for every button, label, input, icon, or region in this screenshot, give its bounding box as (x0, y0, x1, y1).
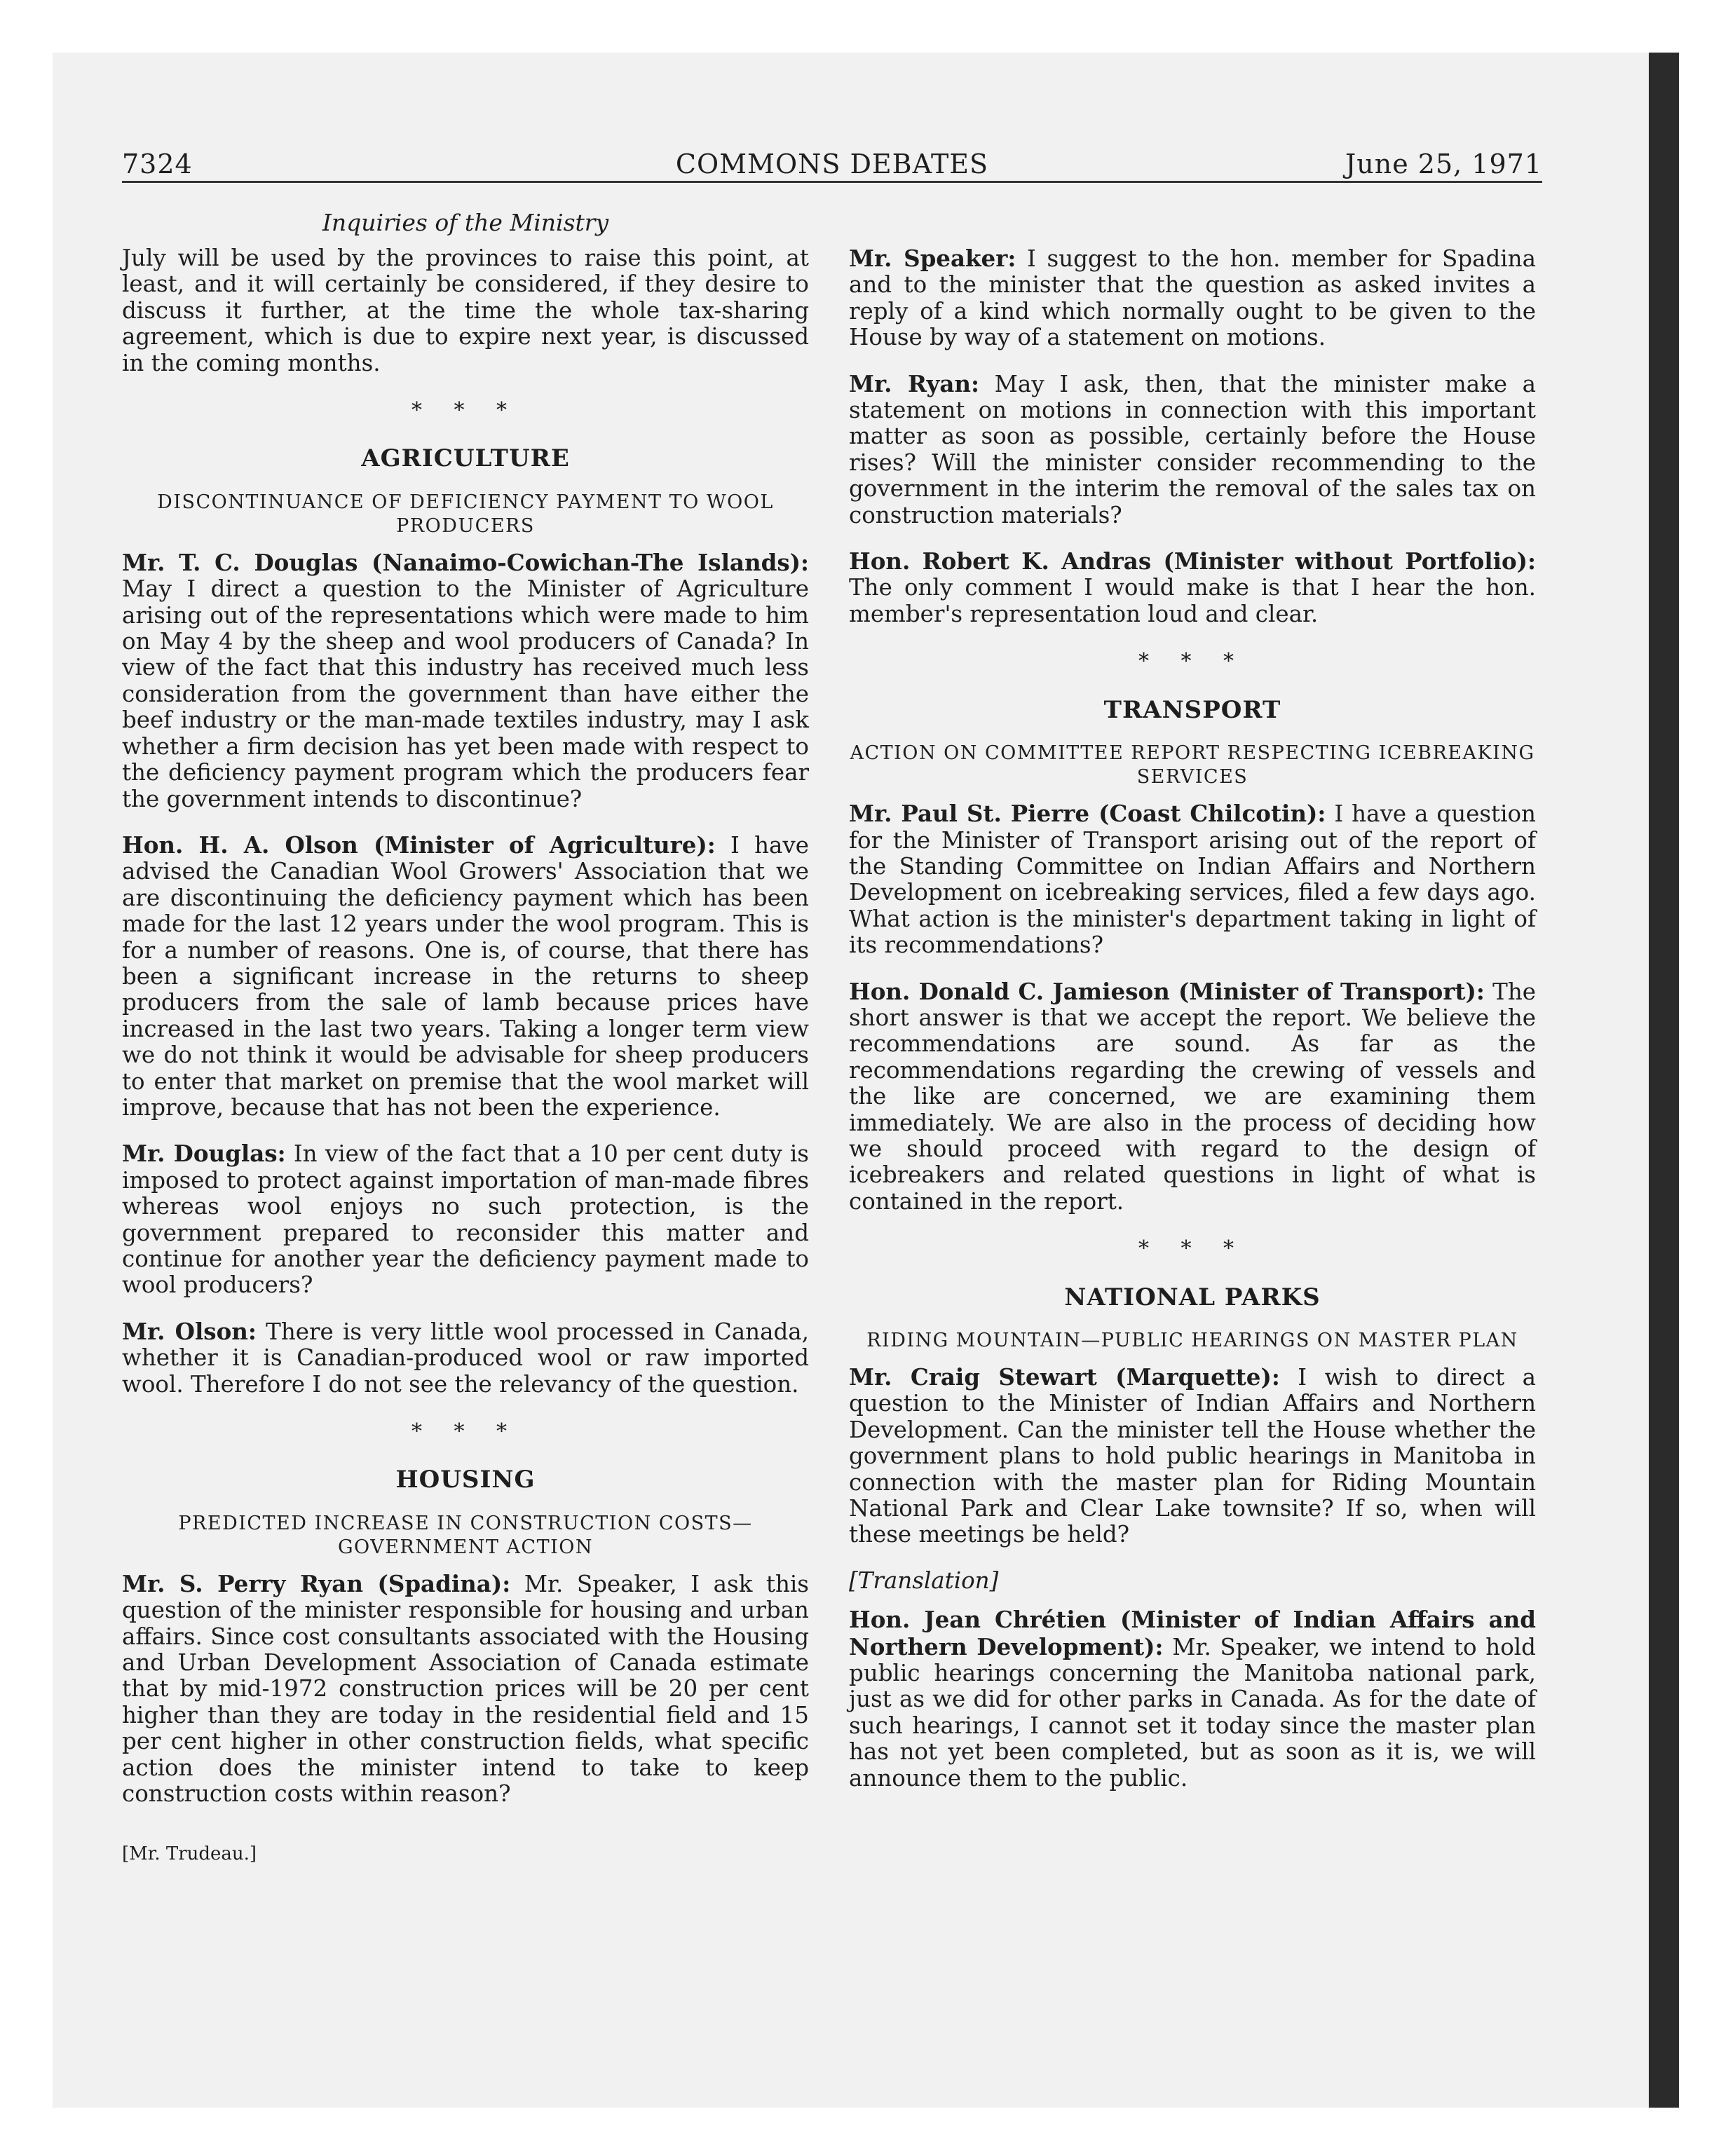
section-heading-agriculture: AGRICULTURE (361, 444, 570, 473)
speech-text: I have advised the Canadian Wool Growers' Association that we are discontinuing the deficiency payment which has been made for the last 12 years under the wool program. This is for a number of reasons. One is, of course, that there has been a significant increase in the returns to sheep producers from the sale of lamb because prices have increased in the last two years. Taking a longer term view we do not think it would be advisable for sheep producers to enter that market on premise that the wool market will improve, because that has not been the experience. (122, 831, 809, 1121)
running-section-title: Inquiries of the Ministry (322, 209, 609, 236)
paragraph (849, 548, 1536, 627)
speech-text: May I direct a question to the Minister of Agriculture arising out of the representations which were made to him on May 4 by the sheep and wool producers of Canada? In view of the fact that this industry has received much less consideration from the government than have either the beef industry or the man-made textiles industry, may I ask whether a firm decision has yet been made with respect to the deficiency payment program which the producers fear the government intends to discontinue? (122, 575, 809, 812)
paragraph (849, 371, 1536, 528)
paragraph (122, 550, 809, 812)
section-separator: * * * (411, 398, 520, 423)
paragraph (122, 1318, 809, 1398)
paragraph (849, 1364, 1536, 1548)
subheading: ACTION ON COMMITTEE REPORT RESPECTING ICEBREAKING SERVICES (850, 742, 1535, 789)
speech-text: I have a question for the Minister of Transport arising out of the report of the Standing Committee on Indian Affairs and Northern Development on icebreaking services, filed a few days ago. What action is the minister's department taking in light of its recommendations? (849, 800, 1536, 959)
paragraph (122, 832, 809, 1121)
scan-edge-shadow (1649, 53, 1679, 2108)
translation-marker: [Translation] (849, 1567, 999, 1594)
speaker-name: Mr. Ryan: (849, 369, 980, 397)
subheading: RIDING MOUNTAIN—PUBLIC HEARINGS ON MASTER PLAN (866, 1330, 1518, 1351)
right-column (849, 245, 1536, 1811)
paragraph (849, 245, 1536, 351)
speaker-name: Mr. S. Perry Ryan (Spadina): (122, 1569, 511, 1597)
speech-text: I wish to direct a question to the Minister of Indian Affairs and Northern Development. Can the minister tell the House whether the government plans to hold public hearings in Manitoba in connection with the master plan for Riding Mountain National Park and Clear Lake townsite? If so, when will these meetings be held? (849, 1364, 1536, 1548)
speaker-name: Hon. Donald C. Jamieson (Minister of Transport): (849, 977, 1485, 1005)
section-separator: * * * (411, 1419, 520, 1445)
section-heading-housing: HOUSING (395, 1466, 536, 1494)
subheading: PREDICTED INCREASE IN CONSTRUCTION COSTS— GOVERNMENT ACTION (178, 1512, 753, 1558)
left-column (122, 245, 809, 1867)
speech-text: Mr. Speaker, I ask this question of the minister responsible for housing and urban affairs. Since cost consultants associated with the Housing and Urban Development Association of Canada estimate that by mid-1972 construction prices will be 20 per cent higher than they are today in the residential field and 15 per cent higher in other construction fields, what specific action does the minister intend to take to keep construction costs within reason? (122, 1570, 809, 1808)
speech-text: In view of the fact that a 10 per cent duty is imposed to protect against importation of man-made fibres whereas wool enjoys no such protection, is the government prepared to reconsider this matter and continue for another year the deficiency payment made to wool producers? (122, 1140, 809, 1299)
speaker-name: Mr. Paul St. Pierre (Coast Chilcotin): (849, 800, 1326, 828)
speaker-footer-note: [Mr. Trudeau.] (122, 1843, 257, 1864)
speech-text: Mr. Speaker, we intend to hold public hearings concerning the Manitoba national park, just as we did for other parks in Canada. As for the date of such hearings, I cannot set it today since the master plan has not yet been completed, but as soon as it is, we will announce them to the public. (849, 1633, 1536, 1792)
publication-title: COMMONS DEBATES (675, 149, 989, 179)
subheading: DISCONTINUANCE OF DEFICIENCY PAYMENT TO WOOL PRODUCERS (157, 491, 774, 537)
section-heading-national-parks: NATIONAL PARKS (1064, 1283, 1321, 1311)
paragraph (849, 800, 1536, 958)
section-heading-transport: TRANSPORT (1103, 695, 1281, 724)
section-separator: * * * (1138, 1236, 1247, 1262)
speaker-name: Hon. H. A. Olson (Minister of Agriculture): (122, 831, 716, 859)
paragraph (122, 1571, 809, 1808)
speaker-name: Mr. Speaker: (849, 245, 1016, 272)
paragraph (849, 1606, 1536, 1792)
speech-text: There is very little wool processed in Canada, whether it is Canadian-produced wool or raw imported wool. Therefore I do not see the relevancy of the question. (122, 1318, 809, 1398)
speaker-name: Mr. T. C. Douglas (Nanaimo-Cowichan-The Islands): (122, 548, 809, 576)
speaker-name: Mr. Douglas: (122, 1140, 286, 1168)
page-header (122, 149, 1542, 183)
speech-text: The short answer is that we accept the report. We believe the recommendations are sound. As far as the recommendations regarding the crewing of vessels and the like are concerned, we are examining them immediately. We are also in the process of deciding how we should proceed with regard to the design of icebreakers and related questions in light of what is contained in the report. (849, 978, 1536, 1215)
page-date: June 25, 1971 (1345, 149, 1542, 179)
paragraph (122, 1140, 809, 1298)
speech-text: The only comment I would make is that I hear the hon. member's representation loud and clear. (849, 574, 1536, 627)
speech-text: I suggest to the hon. member for Spadina and to the minister that the question as asked invites a reply of a kind which normally ought to be given to the House by way of a statement on motions. (849, 245, 1536, 351)
section-separator: * * * (1138, 649, 1247, 674)
speech-text: May I ask, then, that the minister make a statement on motions in connection with this important matter as soon as possible, certainly before the House rises? Will the minister consider recommending to the government in the interim the removal of the sales tax on construction materials? (849, 370, 1536, 528)
speaker-name: Mr. Olson: (122, 1317, 257, 1345)
paragraph: July will be used by the provinces to raise this point, at least, and it will certainly be considered, if they desire to discuss it further, at the time the whole tax-sharing agreement, which is due to expire next year, is discussed in the coming months. (122, 245, 809, 376)
speaker-name: Mr. Craig Stewart (Marquette): (849, 1363, 1280, 1391)
speaker-name: Hon. Jean Chrétien (Minister of Indian Affairs and Northern Development): (849, 1606, 1536, 1660)
page-number: 7324 (122, 149, 193, 179)
speaker-name: Hon. Robert K. Andras (Minister without Portfolio): (849, 547, 1536, 575)
paragraph (849, 978, 1536, 1215)
